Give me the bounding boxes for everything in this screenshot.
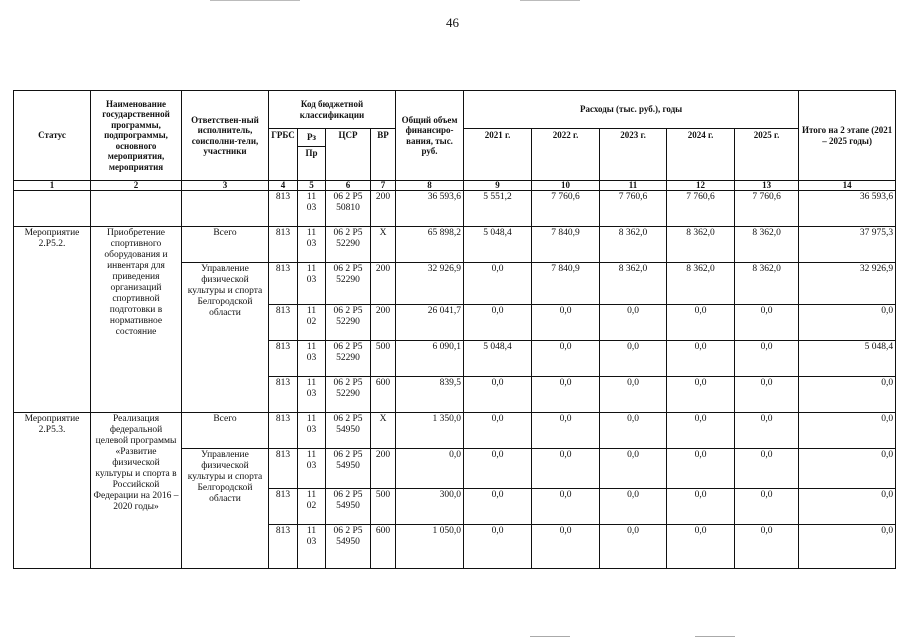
csr-value: 54950: [336, 501, 360, 511]
grbs-cell: 813: [269, 305, 298, 341]
pr-value: 03: [306, 239, 317, 249]
header-itogo: Итого на 2 этапе (2021 – 2025 годы): [799, 91, 896, 181]
value-2024-cell: 8 362,0: [667, 227, 735, 263]
rz-value: 11: [306, 414, 317, 424]
itogo-cell: 0,0: [799, 305, 896, 341]
header-2024: 2024 г.: [667, 129, 735, 181]
value-2021-cell: 0,0: [464, 449, 532, 489]
value-2024-cell: 0,0: [667, 341, 735, 377]
col-number: 12: [667, 181, 735, 191]
value-2025-cell: 0,0: [735, 377, 799, 413]
value-2021-cell: 0,0: [464, 377, 532, 413]
col-number: 10: [532, 181, 600, 191]
value-2023-cell: 0,0: [600, 341, 667, 377]
itogo-cell: 37 975,3: [799, 227, 896, 263]
col-number: 11: [600, 181, 667, 191]
csr-cell: [326, 525, 371, 569]
rz-value: 11: [306, 450, 317, 460]
page-number: 46: [446, 15, 459, 30]
header-total-financing: Общий объем финансиро-вания, тыс. руб.: [396, 91, 464, 181]
value-2022-cell: 0,0: [532, 525, 600, 569]
name-cell: Реализация федеральной целевой программы «Развитие физической культуры и спорта в Российской Федерации на 2016 – 2020 годы»: [91, 413, 182, 569]
value-2022-cell: 0,0: [532, 305, 600, 341]
csr-cell: [326, 191, 371, 227]
col-number: 4: [269, 181, 298, 191]
value-2025-cell: 0,0: [735, 413, 799, 449]
itogo-cell: 0,0: [799, 449, 896, 489]
scan-edge-line: [520, 0, 580, 1]
csr-value: 54950: [336, 461, 360, 471]
value-2021-cell: 5 048,4: [464, 341, 532, 377]
value-2025-cell: 0,0: [735, 489, 799, 525]
col-number: 8: [396, 181, 464, 191]
col-number: 6: [326, 181, 371, 191]
value-2024-cell: 8 362,0: [667, 263, 735, 305]
rz-value: 11: [306, 228, 317, 238]
header-csr: ЦСР: [326, 129, 371, 181]
scan-edge-line: [695, 636, 735, 637]
csr-value: 06 2 Р5: [333, 378, 363, 388]
pr-value: 03: [306, 537, 317, 547]
csr-value: 52290: [336, 389, 360, 399]
vr-cell: 200: [371, 263, 396, 305]
csr-cell: [326, 413, 371, 449]
col-number: 3: [182, 181, 269, 191]
vr-cell: 200: [371, 305, 396, 341]
grbs-cell: 813: [269, 525, 298, 569]
rz-value: 11: [306, 192, 317, 202]
value-2024-cell: 0,0: [667, 305, 735, 341]
value-2021-cell: 0,0: [464, 525, 532, 569]
csr-value: 06 2 Р5: [333, 264, 363, 274]
pr-value: 02: [306, 317, 317, 327]
itogo-cell: 0,0: [799, 525, 896, 569]
header-2025: 2025 г.: [735, 129, 799, 181]
itogo-cell: 0,0: [799, 413, 896, 449]
csr-cell: [326, 449, 371, 489]
value-2023-cell: 0,0: [600, 377, 667, 413]
header-rz: Рз: [298, 129, 326, 147]
value-2024-cell: 0,0: [667, 413, 735, 449]
rz-pr-cell: [298, 377, 326, 413]
value-2021-cell: 0,0: [464, 413, 532, 449]
col-number: 9: [464, 181, 532, 191]
total-cell: 0,0: [396, 449, 464, 489]
value-2022-cell: 7 840,9: [532, 227, 600, 263]
itogo-cell: 0,0: [799, 489, 896, 525]
value-2025-cell: 0,0: [735, 525, 799, 569]
budget-table: [13, 90, 896, 569]
header-vr: ВР: [371, 129, 396, 181]
vr-cell: Х: [371, 413, 396, 449]
value-2022-cell: 7 760,6: [532, 191, 600, 227]
csr-value: 50810: [336, 203, 360, 213]
total-cell: 6 090,1: [396, 341, 464, 377]
status-cell: [14, 191, 91, 227]
value-2023-cell: 0,0: [600, 413, 667, 449]
col-number: 13: [735, 181, 799, 191]
pr-value: 03: [306, 353, 317, 363]
pr-value: 03: [306, 203, 317, 213]
value-2022-cell: 0,0: [532, 377, 600, 413]
csr-cell: [326, 263, 371, 305]
value-2024-cell: 7 760,6: [667, 191, 735, 227]
column-number-row: [14, 181, 896, 191]
csr-value: 06 2 Р5: [333, 228, 363, 238]
value-2023-cell: 7 760,6: [600, 191, 667, 227]
csr-value: 54950: [336, 537, 360, 547]
csr-value: 06 2 Р5: [333, 192, 363, 202]
value-2024-cell: 0,0: [667, 489, 735, 525]
header-status: Статус: [14, 91, 91, 181]
rz-pr-cell: [298, 227, 326, 263]
csr-value: 06 2 Р5: [333, 414, 363, 424]
rz-pr-cell: [298, 489, 326, 525]
csr-value: 06 2 Р5: [333, 306, 363, 316]
value-2024-cell: 0,0: [667, 525, 735, 569]
value-2024-cell: 0,0: [667, 449, 735, 489]
table-row: [14, 227, 896, 263]
total-cell: 32 926,9: [396, 263, 464, 305]
col-number: 2: [91, 181, 182, 191]
itogo-cell: 36 593,6: [799, 191, 896, 227]
col-number: 5: [298, 181, 326, 191]
name-cell: [91, 191, 182, 227]
value-2023-cell: 0,0: [600, 525, 667, 569]
grbs-cell: 813: [269, 227, 298, 263]
value-2021-cell: 0,0: [464, 305, 532, 341]
header-grbs: ГРБС: [269, 129, 298, 181]
grbs-cell: 813: [269, 377, 298, 413]
itogo-cell: 0,0: [799, 377, 896, 413]
total-cell: 26 041,7: [396, 305, 464, 341]
responsible-cell: [182, 191, 269, 227]
rz-value: 11: [306, 526, 317, 536]
rz-value: 11: [306, 306, 317, 316]
rz-value: 11: [306, 264, 317, 274]
csr-cell: [326, 341, 371, 377]
csr-value: 52290: [336, 353, 360, 363]
value-2025-cell: 0,0: [735, 305, 799, 341]
vr-cell: Х: [371, 227, 396, 263]
table-row: [14, 191, 896, 227]
csr-value: 06 2 Р5: [333, 490, 363, 500]
value-2021-cell: 5 048,4: [464, 227, 532, 263]
vr-cell: 500: [371, 489, 396, 525]
pr-value: 03: [306, 389, 317, 399]
responsible-cell: Всего: [182, 227, 269, 263]
header-budget-code: Код бюджетной классификации: [269, 91, 396, 129]
value-2025-cell: 0,0: [735, 341, 799, 377]
col-number: 1: [14, 181, 91, 191]
responsible-cell: Всего: [182, 413, 269, 449]
header-pr: Пр: [298, 147, 326, 181]
vr-cell: 500: [371, 341, 396, 377]
vr-cell: 600: [371, 377, 396, 413]
value-2023-cell: 8 362,0: [600, 263, 667, 305]
csr-cell: [326, 305, 371, 341]
scan-edge-line: [530, 636, 570, 637]
value-2025-cell: 7 760,6: [735, 191, 799, 227]
col-number: 7: [371, 181, 396, 191]
status-cell: Мероприятие 2.Р5.3.: [14, 413, 91, 569]
total-cell: 36 593,6: [396, 191, 464, 227]
grbs-cell: 813: [269, 449, 298, 489]
table-row: [14, 413, 896, 449]
value-2021-cell: 5 551,2: [464, 191, 532, 227]
value-2022-cell: 7 840,9: [532, 263, 600, 305]
rz-pr-cell: [298, 413, 326, 449]
total-cell: 65 898,2: [396, 227, 464, 263]
csr-cell: [326, 227, 371, 263]
csr-value: 52290: [336, 239, 360, 249]
itogo-cell: 32 926,9: [799, 263, 896, 305]
grbs-cell: 813: [269, 263, 298, 305]
csr-value: 54950: [336, 425, 360, 435]
rz-pr-cell: [298, 191, 326, 227]
value-2021-cell: 0,0: [464, 263, 532, 305]
rz-value: 11: [306, 378, 317, 388]
value-2024-cell: 0,0: [667, 377, 735, 413]
rz-pr-cell: [298, 449, 326, 489]
csr-value: 06 2 Р5: [333, 342, 363, 352]
header-2021: 2021 г.: [464, 129, 532, 181]
vr-cell: 600: [371, 525, 396, 569]
responsible-cell: Управление физической культуры и спорта Белгородской области: [182, 263, 269, 413]
value-2023-cell: 0,0: [600, 449, 667, 489]
csr-cell: [326, 377, 371, 413]
grbs-cell: 813: [269, 191, 298, 227]
rz-pr-cell: [298, 305, 326, 341]
responsible-cell: Управление физической культуры и спорта Белгородской области: [182, 449, 269, 569]
rz-pr-cell: [298, 263, 326, 305]
value-2022-cell: 0,0: [532, 341, 600, 377]
vr-cell: 200: [371, 449, 396, 489]
status-cell: Мероприятие 2.Р5.2.: [14, 227, 91, 413]
rz-value: 11: [306, 490, 317, 500]
header-2022: 2022 г.: [532, 129, 600, 181]
scan-edge-line: [210, 0, 300, 1]
total-cell: 1 050,0: [396, 525, 464, 569]
value-2025-cell: 0,0: [735, 449, 799, 489]
header-expenses: Расходы (тыс. руб.), годы: [464, 91, 799, 129]
pr-value: 03: [306, 275, 317, 285]
value-2023-cell: 0,0: [600, 305, 667, 341]
col-number: 14: [799, 181, 896, 191]
csr-value: 52290: [336, 275, 360, 285]
value-2023-cell: 0,0: [600, 489, 667, 525]
value-2025-cell: 8 362,0: [735, 263, 799, 305]
total-cell: 1 350,0: [396, 413, 464, 449]
pr-value: 03: [306, 461, 317, 471]
value-2025-cell: 8 362,0: [735, 227, 799, 263]
value-2022-cell: 0,0: [532, 449, 600, 489]
header-responsible: Ответствен-ный исполнитель, соисполни-тели, участники: [182, 91, 269, 181]
grbs-cell: 813: [269, 413, 298, 449]
value-2021-cell: 0,0: [464, 489, 532, 525]
name-cell: Приобретение спортивного оборудования и инвентаря для приведения организаций спортивной подготовки в нормативное состояние: [91, 227, 182, 413]
header-2023: 2023 г.: [600, 129, 667, 181]
vr-cell: 200: [371, 191, 396, 227]
grbs-cell: 813: [269, 489, 298, 525]
pr-value: 03: [306, 425, 317, 435]
value-2022-cell: 0,0: [532, 489, 600, 525]
total-cell: 300,0: [396, 489, 464, 525]
csr-value: 06 2 Р5: [333, 450, 363, 460]
rz-pr-cell: [298, 341, 326, 377]
grbs-cell: 813: [269, 341, 298, 377]
value-2023-cell: 8 362,0: [600, 227, 667, 263]
rz-value: 11: [306, 342, 317, 352]
header-name: Наименование государственной программы, подпрограммы, основного мероприятия, мероприятия: [91, 91, 182, 181]
pr-value: 02: [306, 501, 317, 511]
csr-cell: [326, 489, 371, 525]
csr-value: 06 2 Р5: [333, 526, 363, 536]
value-2022-cell: 0,0: [532, 413, 600, 449]
csr-value: 52290: [336, 317, 360, 327]
rz-pr-cell: [298, 525, 326, 569]
itogo-cell: 5 048,4: [799, 341, 896, 377]
total-cell: 839,5: [396, 377, 464, 413]
